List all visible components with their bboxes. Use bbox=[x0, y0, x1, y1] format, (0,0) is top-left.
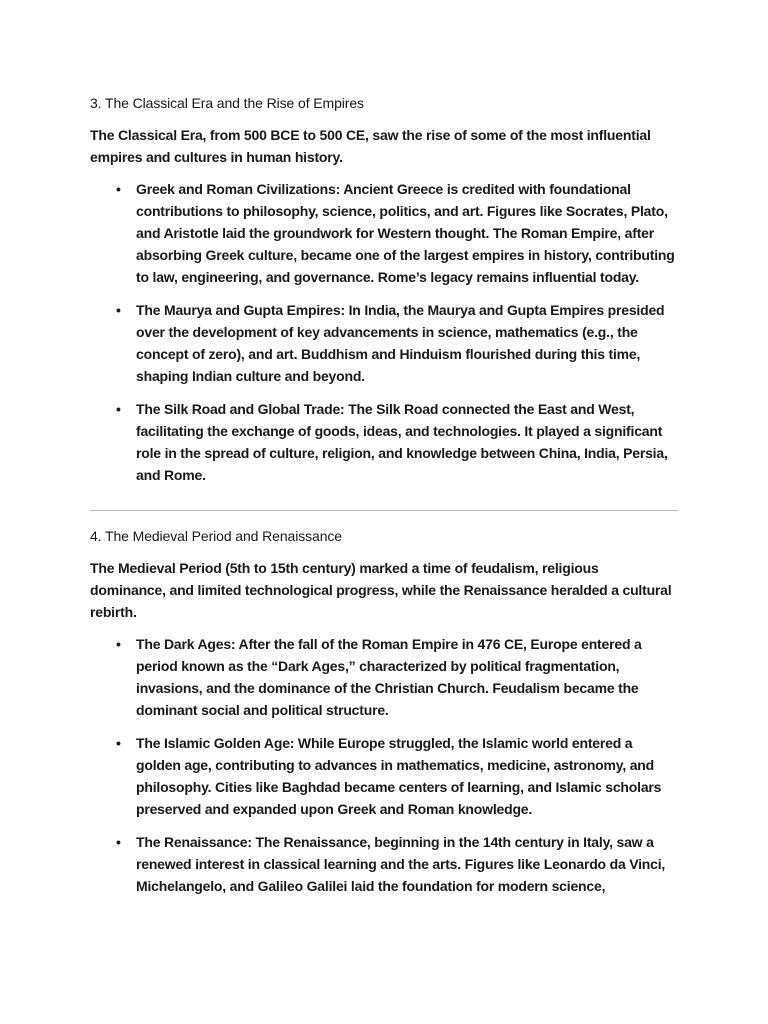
bullet-icon: • bbox=[116, 401, 121, 417]
list-item-text: The Renaissance: The Renaissance, beginning in the 14th century in Italy, saw a renewed interest in classical learning and the arts. Figures like Leonardo da Vinci, Michelangelo, and Galileo Galilei laid the foundation for modern science, bbox=[136, 834, 666, 894]
list-item-text: The Maurya and Gupta Empires: In India, the Maurya and Gupta Empires presided over the development of key advancements in science, mathematics (e.g., the concept of zero), and art. Buddhism and Hinduism flourished during this time, shaping Indian culture and beyond. bbox=[136, 302, 665, 384]
list-item-text: The Silk Road and Global Trade: The Silk Road connected the East and West, facilitating the exchange of goods, ideas, and technologies. It played a significant role in the spread of culture, religion, and knowledge between China, India, Persia, and Rome. bbox=[136, 401, 668, 483]
section-classical-era bbox=[90, 92, 678, 486]
list-item bbox=[90, 732, 678, 820]
list-item-text: The Dark Ages: After the fall of the Roman Empire in 476 CE, Europe entered a period known as the “Dark Ages,” characterized by political fragmentation, invasions, and the dominance of the Christian Church. Feudalism became the dominant social and political structure. bbox=[136, 636, 642, 718]
list-item bbox=[90, 178, 678, 288]
bullet-icon: • bbox=[116, 735, 121, 751]
bullet-icon: • bbox=[116, 834, 121, 850]
section-divider bbox=[90, 510, 678, 511]
section-medieval-period bbox=[90, 525, 678, 897]
section-heading: 4. The Medieval Period and Renaissance bbox=[90, 528, 342, 544]
list-item-text: The Islamic Golden Age: While Europe struggled, the Islamic world entered a golden age, contributing to advances in mathematics, medicine, astronomy, and philosophy. Cities like Baghdad became centers of learning, and Islamic scholars preserved and expanded upon Greek and Roman knowledge. bbox=[136, 735, 662, 817]
bullet-list bbox=[90, 178, 678, 486]
section-intro: The Classical Era, from 500 BCE to 500 CE, saw the rise of some of the most influential empires and cultures in human history. bbox=[90, 127, 651, 165]
list-item bbox=[90, 398, 678, 486]
list-item bbox=[90, 831, 678, 897]
list-item bbox=[90, 299, 678, 387]
list-item bbox=[90, 633, 678, 721]
bullet-icon: • bbox=[116, 302, 121, 318]
bullet-list bbox=[90, 633, 678, 897]
bullet-icon: • bbox=[116, 636, 121, 652]
list-item-text: Greek and Roman Civilizations: Ancient Greece is credited with foundational contributions to philosophy, science, politics, and art. Figures like Socrates, Plato, and Aristotle laid the groundwork for Western thought. The Roman Empire, after absorbing Greek culture, became one of the largest empires in history, contributing to law, engineering, and governance. Rome’s legacy remains influential today. bbox=[136, 181, 675, 285]
section-intro: The Medieval Period (5th to 15th century) marked a time of feudalism, religious dominance, and limited technological progress, while the Renaissance heralded a cultural rebirth. bbox=[90, 560, 672, 620]
section-heading: 3. The Classical Era and the Rise of Empires bbox=[90, 95, 364, 111]
bullet-icon: • bbox=[116, 181, 121, 197]
